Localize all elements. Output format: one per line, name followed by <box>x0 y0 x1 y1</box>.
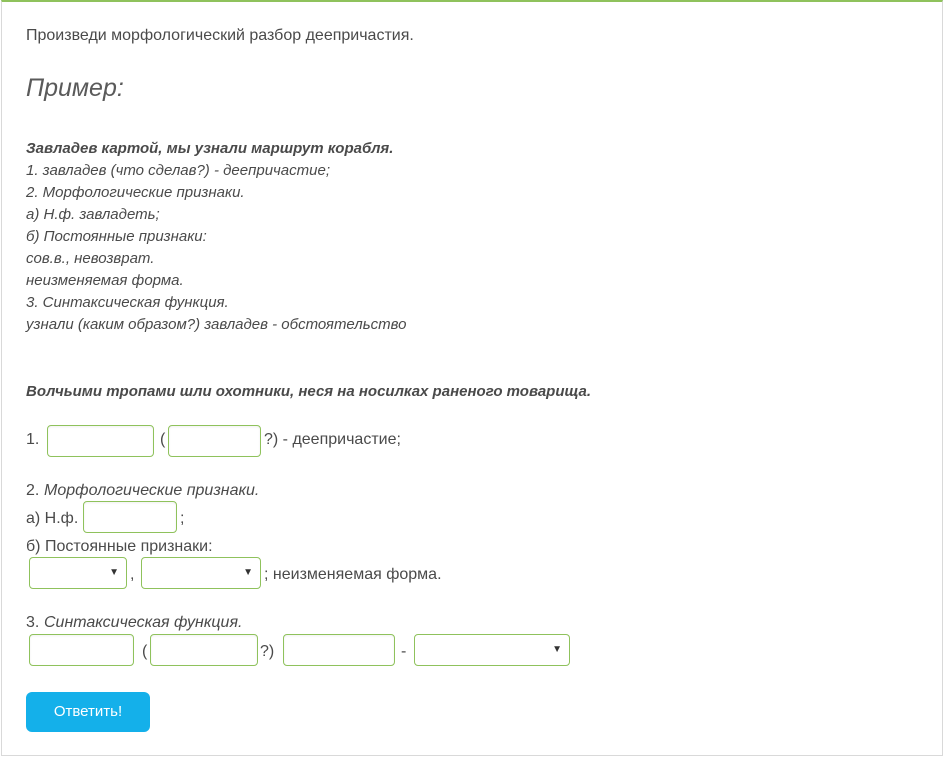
task-instruction: Произведи морфологический разбор деепричастия. <box>26 27 414 44</box>
example-line: сов.в., невозврат. <box>26 250 155 267</box>
example-line: 3. Синтаксическая функция. <box>26 294 229 311</box>
chevron-down-icon: ▼ <box>109 567 119 578</box>
question-input[interactable] <box>150 634 258 666</box>
question-input[interactable] <box>168 425 261 457</box>
row2-number: 2. <box>26 482 40 499</box>
reflexivity-select[interactable] <box>141 557 261 589</box>
nf-label: а) Н.ф. <box>26 510 79 527</box>
gerund-input[interactable] <box>283 634 395 666</box>
row4-number: 3. <box>26 614 40 631</box>
aspect-select[interactable] <box>29 557 127 589</box>
submit-button[interactable]: Ответить! <box>26 692 150 732</box>
row1-number: 1. <box>26 431 40 448</box>
example-heading: Пример: <box>26 74 124 102</box>
row3-comma: , <box>130 566 135 583</box>
row3-label: б) Постоянные признаки: <box>26 538 213 555</box>
row2-label: Морфологические признаки. <box>44 482 260 499</box>
row4-dash: - <box>401 643 407 660</box>
row1-open-paren: ( <box>160 431 166 448</box>
syntax-role-select[interactable] <box>414 634 570 666</box>
row4-close: ?) <box>260 643 275 660</box>
chevron-down-icon: ▼ <box>552 644 562 655</box>
example-line: 2. Морфологические признаки. <box>26 184 245 201</box>
example-sentence: Завладев картой, мы узнали маршрут корабля. <box>26 140 394 157</box>
example-line: 1. завладев (что сделав?) - деепричастие; <box>26 162 330 179</box>
initial-form-input[interactable] <box>83 501 177 533</box>
chevron-down-icon: ▼ <box>243 567 253 578</box>
example-block <box>26 138 406 336</box>
example-line: неизменяемая форма. <box>26 272 184 289</box>
example-line: б) Постоянные признаки: <box>26 228 207 245</box>
example-line: узнали (каким образом?) завладев - обстоятельство <box>26 316 407 333</box>
word-input[interactable] <box>47 425 154 457</box>
row3-suffix: ; неизменяемая форма. <box>264 566 442 583</box>
predicate-input[interactable] <box>29 634 134 666</box>
row1-suffix: ?) - деепричастие; <box>264 431 401 448</box>
row4-label: Синтаксическая функция. <box>44 614 243 631</box>
nf-semicolon: ; <box>180 510 185 527</box>
example-line: а) Н.ф. завладеть; <box>26 206 160 223</box>
row4-open-paren: ( <box>142 643 148 660</box>
exercise-sentence: Волчьими тропами шли охотники, неся на носилках раненого товарища. <box>26 383 592 400</box>
